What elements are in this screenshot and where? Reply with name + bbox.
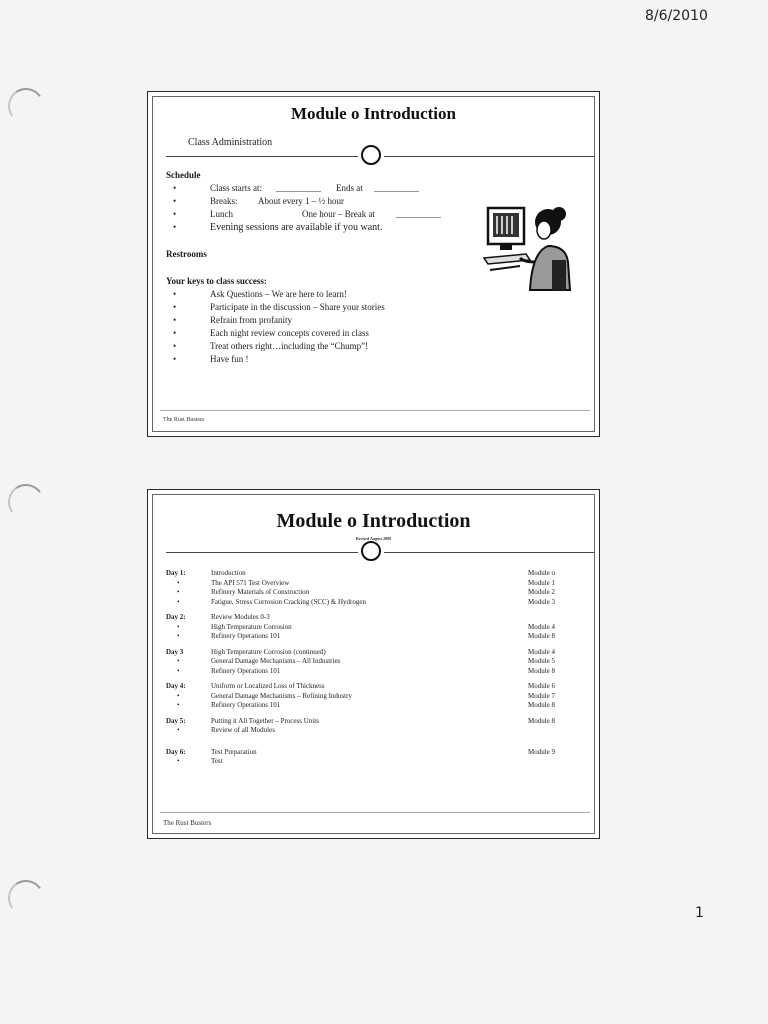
schedule-topic: General Damage Mechanisms – All Industries <box>211 657 341 665</box>
module-label: Module 8 <box>528 701 556 709</box>
schedule-topic: Refinery Operations 101 <box>211 632 281 640</box>
schedule-topic: Review of all Modules <box>211 726 275 734</box>
key-item: • Refrain from profanity <box>173 315 292 325</box>
schedule-item: • Lunch <box>173 209 233 219</box>
slide-2 <box>147 489 600 839</box>
key-item: • Participate in the discussion – Share your stories <box>173 302 385 312</box>
bullet: • <box>177 578 180 587</box>
module-label: Module 9 <box>528 747 556 756</box>
day-label: Day 2: <box>166 613 186 621</box>
slide-2-footer: The Rust Busters <box>163 819 212 827</box>
schedule-topic: Fatigue, Stress Corrosion Cracking (SCC) & Hydrogen <box>211 597 366 606</box>
module-label: Module o <box>528 569 556 577</box>
schedule-topic: Uniform or Localized Loss of Thickness <box>211 682 325 690</box>
bullet: • <box>173 222 177 232</box>
key-item: • Have fun ! <box>173 354 249 364</box>
bullet: • <box>173 196 177 206</box>
bullet: • <box>177 691 180 700</box>
bullet: • <box>177 666 180 675</box>
schedule-topic: General Damage Mechanisms – Refining Industry <box>211 691 352 700</box>
schedule-topic: Refinery Operations 101 <box>211 701 281 709</box>
key-item: • Treat others right…including the “Chump”! <box>173 341 369 351</box>
slide-1 <box>147 91 600 437</box>
day-label: Day 3 <box>166 647 184 656</box>
bullet: • <box>177 597 180 606</box>
person-at-computer-illustration <box>480 200 576 296</box>
bullet: • <box>177 622 180 631</box>
slide-1-title: Module o Introduction <box>291 104 456 123</box>
day-label: Day 4: <box>166 682 186 690</box>
footer-divider <box>160 410 590 411</box>
footer-divider <box>160 812 590 813</box>
schedule-topic: Test Preparation <box>211 747 257 756</box>
schedule-topic: Introduction <box>211 569 246 577</box>
module-label: Module 7 <box>528 691 556 700</box>
ends-label: Ends at <box>336 183 363 193</box>
title-divider <box>384 552 594 553</box>
start-time-blank: __________ <box>276 183 321 193</box>
bullet: • <box>177 701 180 709</box>
bullet: • <box>177 657 180 665</box>
divider-ring <box>361 541 381 561</box>
title-divider <box>166 156 358 157</box>
key-item: • Each night review concepts covered in class <box>173 328 369 338</box>
slide-1-footer: The Rust Busters <box>163 417 205 423</box>
day-label: Day 6: <box>166 747 186 756</box>
module-label: Module 4 <box>528 647 556 656</box>
bullet: • <box>177 757 180 765</box>
module-label: Module 2 <box>528 588 556 596</box>
keys-heading: Your keys to class success: <box>166 276 267 286</box>
schedule-item: • Breaks: <box>173 196 238 206</box>
key-item: • Ask Questions – We are here to learn! <box>173 289 347 299</box>
page-number: 1 <box>695 905 704 921</box>
bullet: • <box>177 726 180 734</box>
schedule-topic: High Temperature Corrosion (continued) <box>211 647 326 656</box>
schedule-topic: High Temperature Corrosion <box>211 622 292 631</box>
title-divider <box>384 156 594 157</box>
punch-hole <box>5 481 47 523</box>
schedule-topic: Putting it All Together – Process Units <box>211 716 319 725</box>
punch-hole <box>5 877 47 919</box>
module-label: Module 8 <box>528 666 556 675</box>
bullet: • <box>177 632 180 640</box>
day-label: Day 5: <box>166 716 186 725</box>
bullet: • <box>177 588 180 596</box>
title-divider <box>166 552 358 553</box>
day-label: Day 1: <box>166 569 186 577</box>
divider-ring <box>361 145 381 165</box>
page-date: 8/6/2010 <box>645 8 708 24</box>
bullet: • <box>173 183 177 193</box>
schedule-item: • Evening sessions are available if you want. <box>173 222 383 233</box>
slide-2-subtitle: Revised August 2009 <box>355 536 392 541</box>
module-label: Module 8 <box>528 716 556 725</box>
module-label: Module 8 <box>528 632 556 640</box>
lunch-break-blank: __________ <box>396 209 441 219</box>
module-label: Module 5 <box>528 657 556 665</box>
schedule-topic: Test <box>211 757 223 765</box>
slide-2-title: Module o Introduction <box>276 510 471 532</box>
schedule-topic: Review Modules 0-3 <box>211 613 270 621</box>
schedule-topic: Refinery Materials of Construction <box>211 588 310 596</box>
schedule-topic: Refinery Operations 101 <box>211 666 281 675</box>
breaks-value: About every 1 – ½ hour <box>258 196 344 206</box>
schedule-topic: The API 571 Test Overview <box>211 578 290 587</box>
restrooms-heading: Restrooms <box>166 249 207 259</box>
module-label: Module 4 <box>528 622 556 631</box>
class-administration-heading: Class Administration <box>188 137 273 148</box>
bullet: • <box>173 209 177 219</box>
lunch-value: One hour – Break at <box>302 209 375 219</box>
schedule-item: • Class starts at: <box>173 183 262 193</box>
punch-hole <box>5 85 47 127</box>
end-time-blank: __________ <box>374 183 419 193</box>
module-label: Module 6 <box>528 682 556 690</box>
schedule-heading: Schedule <box>166 170 201 180</box>
module-label: Module 1 <box>528 578 556 587</box>
module-label: Module 3 <box>528 597 556 606</box>
